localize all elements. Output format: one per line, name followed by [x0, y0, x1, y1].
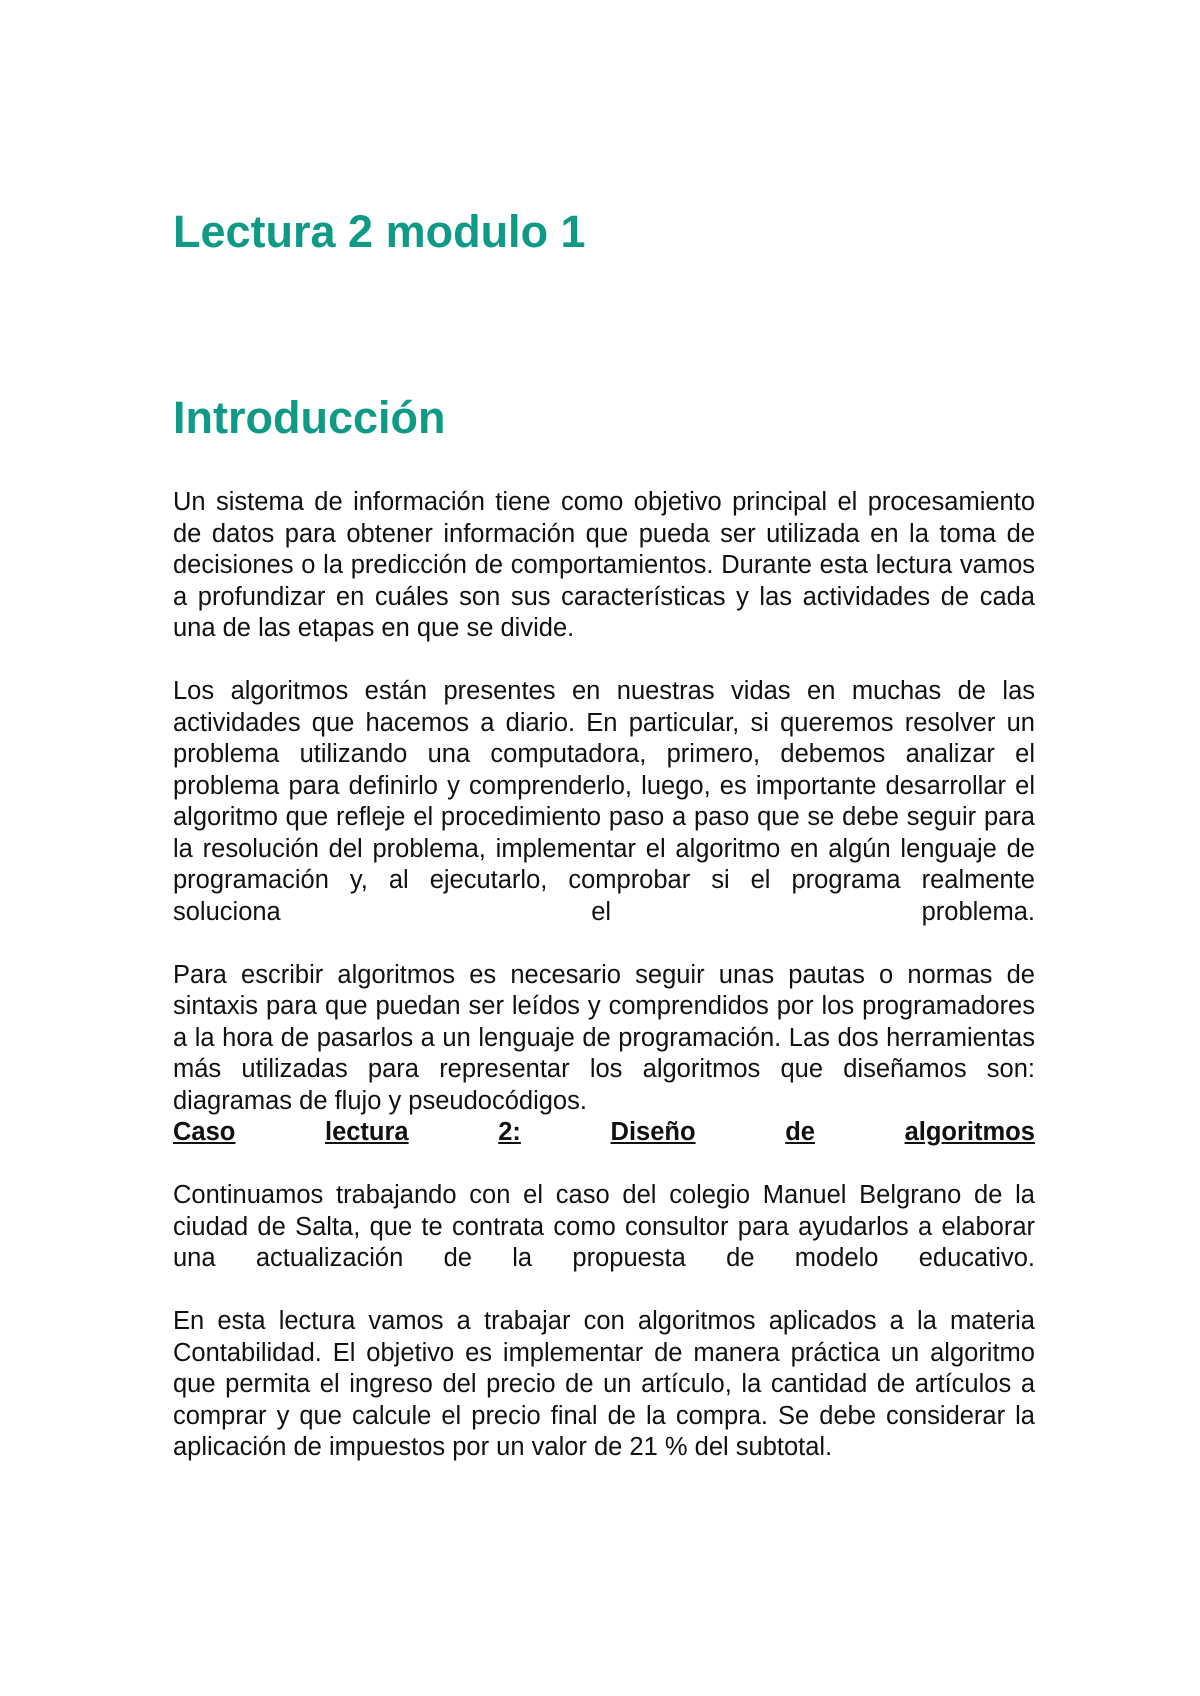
section-heading-introduccion: Introducción [173, 392, 446, 443]
case-heading-word: 2: [498, 1118, 521, 1146]
paragraph-caso-colegio: Continuamos trabajando con el caso del colegio Manuel Belgrano de la ciudad de Salta, que te contrata como consultor para ayudarlos a elaborar una actualización de la propuesta de modelo educativo. [173, 1181, 1035, 1272]
document-title: Lectura 2 modulo 1 [173, 206, 586, 257]
paragraph-sistema-informacion: Un sistema de información tiene como objetivo principal el procesamiento de datos para obtener información que pueda ser utilizada en la toma de decisiones o la predicción de comportamientos. Durante esta lectura vamos a profundizar en cuáles son sus características y las actividades de cada una de las etapas en que se divide. [173, 488, 1035, 642]
case-heading-word: Diseño [610, 1118, 696, 1146]
paragraph-algoritmos: Los algoritmos están presentes en nuestras vidas en muchas de las actividades que hacemos a diario. En particular, si queremos resolver un problema utilizando una computadora, primero, debemos analizar el problema para definirlo y comprenderlo, luego, es importante desarrollar el algoritmo que refleje el procedimiento paso a paso que se debe seguir para la resolución del problema, implementar el algoritmo en algún lenguaje de programación y, al ejecutarlo, comprobar si el programa realmente soluciona el problema. [173, 677, 1035, 926]
case-heading-word: algoritmos [904, 1118, 1035, 1146]
case-heading-word: lectura [324, 1118, 409, 1146]
case-heading-word: Caso [173, 1118, 236, 1146]
paragraph-escribir-algoritmos: Para escribir algoritmos es necesario seguir unas pautas o normas de sintaxis para que puedan ser leídos y comprendidos por los programadores a la hora de pasarlos a un lenguaje de programación. Las dos herramientas más utilizadas para representar los algoritmos que diseñamos son: diagramas de flujo y pseudocódigos. [173, 960, 1035, 1115]
case-heading-word: de [785, 1118, 815, 1146]
document-body [173, 487, 1035, 1464]
case-heading [173, 1117, 1035, 1149]
paragraph-contabilidad: En esta lectura vamos a trabajar con algoritmos aplicados a la materia Contabilidad. El objetivo es implementar de manera práctica un algoritmo que permita el ingreso del precio de un artículo, la cantidad de artículos a comprar y que calcule el precio final de la compra. Se debe considerar la aplicación de impuestos por un valor de 21 % del subtotal. [173, 1307, 1035, 1461]
